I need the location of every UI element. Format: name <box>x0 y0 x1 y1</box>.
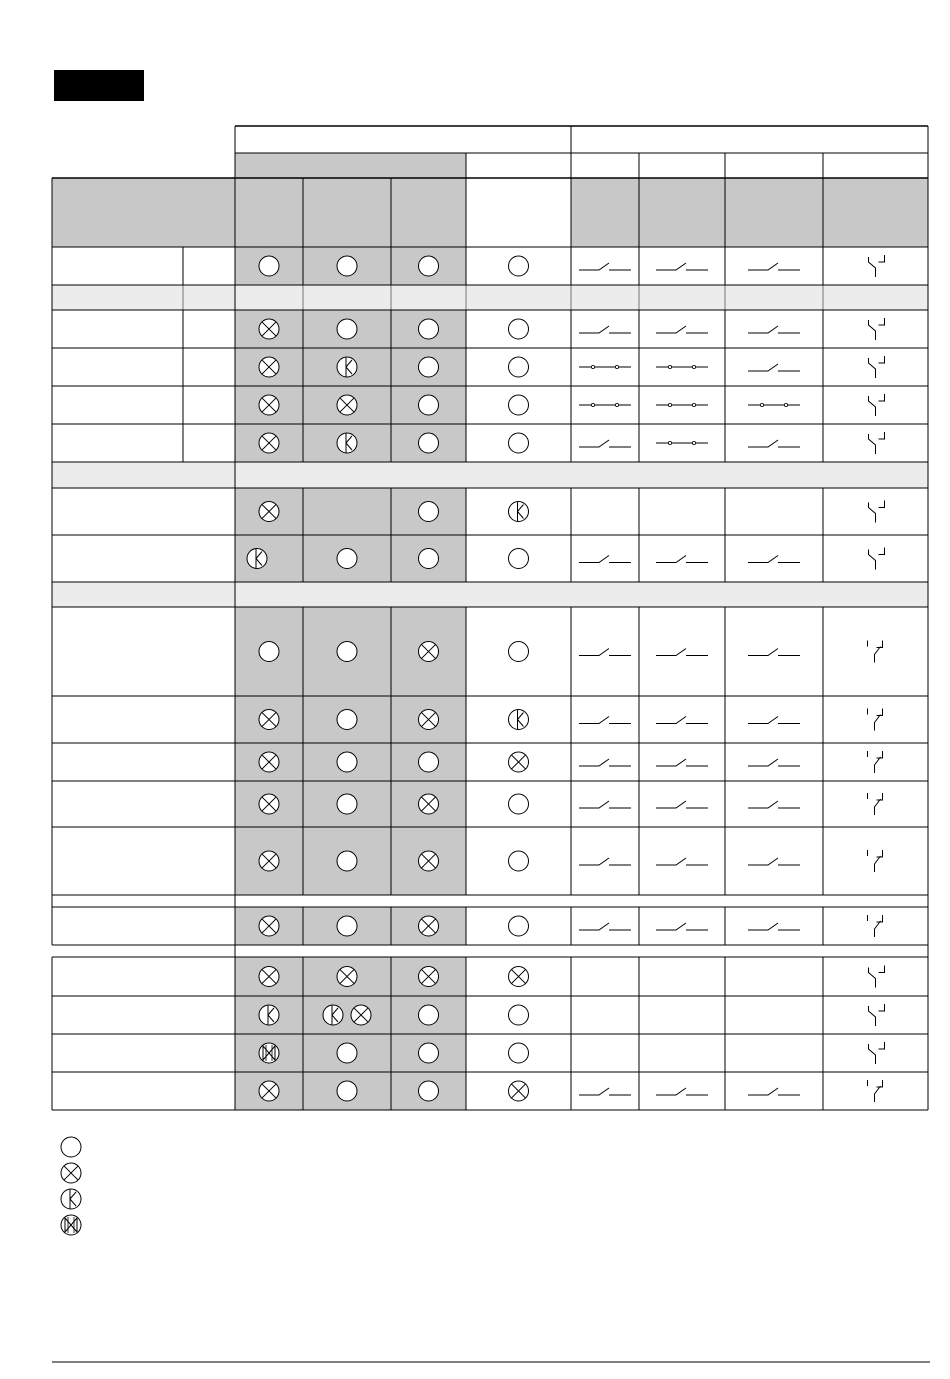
lamp-off-icon <box>337 319 357 339</box>
contact-closed-bold-icon <box>748 440 800 447</box>
lamp-off-icon <box>509 395 529 415</box>
lamp-off-icon <box>337 549 357 569</box>
contact-closed-bold-icon <box>656 1088 708 1095</box>
lamp-on-icon <box>419 710 439 730</box>
lamp-on-icon <box>259 1081 279 1101</box>
lamp-on-icon <box>419 794 439 814</box>
lamp-on-icon <box>259 851 279 871</box>
lamp-off-icon <box>509 433 529 453</box>
lamp-blinking-icon <box>259 1005 279 1025</box>
lamp-off-icon <box>337 1081 357 1101</box>
lamp-off-icon <box>337 256 357 276</box>
contact-closed-icon <box>656 441 708 444</box>
lamp-off-icon <box>337 1043 357 1063</box>
lamp-on-icon <box>259 319 279 339</box>
lamp-on-icon <box>509 752 529 772</box>
lamp-on-icon <box>259 752 279 772</box>
contact-closed-bold-icon <box>579 440 631 447</box>
contact-open-icon <box>579 326 631 333</box>
lamp-off-icon <box>509 256 529 276</box>
lamp-blinking-icon <box>247 549 267 569</box>
contact-open-icon <box>748 326 800 333</box>
lamp-blinking-icon <box>509 502 529 522</box>
contact-open-icon <box>656 556 708 563</box>
lamp-off-icon <box>419 395 439 415</box>
contact-closed-icon <box>579 365 631 368</box>
relay-off-icon <box>869 501 885 523</box>
lamp-on-icon <box>419 967 439 987</box>
header-shade-right <box>571 178 928 247</box>
lamp-blinking-icon <box>509 710 529 730</box>
lamp-off-icon <box>337 794 357 814</box>
contact-open-icon <box>656 326 708 333</box>
relay-energized-icon <box>868 1080 883 1102</box>
contact-open-icon <box>656 263 708 270</box>
lamp-on-icon <box>259 710 279 730</box>
lamp-off-icon <box>419 433 439 453</box>
lamp-off-icon <box>419 549 439 569</box>
band-row <box>52 285 928 310</box>
band-row <box>52 582 928 607</box>
lamp-off-icon <box>337 642 357 662</box>
lamp-on-icon <box>259 794 279 814</box>
contact-open-icon <box>579 649 631 656</box>
lamp-off-icon <box>509 319 529 339</box>
contact-open-icon <box>748 801 800 808</box>
contact-open-icon <box>656 923 708 930</box>
lamp-fast-flash-icon <box>61 1215 81 1235</box>
lamp-off-icon <box>419 256 439 276</box>
relay-off-icon <box>869 1042 885 1064</box>
relay-energized-icon <box>868 793 883 815</box>
legend <box>61 1137 81 1235</box>
lamp-off-icon <box>419 1043 439 1063</box>
section-tab <box>54 70 144 101</box>
lamp-blinking-icon <box>61 1189 81 1209</box>
lamp-on-icon <box>259 502 279 522</box>
contact-open-icon <box>579 801 631 808</box>
lamp-on-icon <box>61 1163 81 1183</box>
lamp-off-icon <box>509 916 529 936</box>
lamp-off-icon <box>259 256 279 276</box>
table-shading <box>52 70 928 1110</box>
header-group-shade <box>235 153 466 178</box>
contact-closed-icon <box>579 403 631 406</box>
lamp-on-icon <box>337 395 357 415</box>
relay-off-icon <box>869 318 885 340</box>
lamp-off-icon <box>337 752 357 772</box>
contact-open-icon <box>748 556 800 563</box>
relay-off-icon <box>869 966 885 988</box>
lamp-off-icon <box>419 502 439 522</box>
lamp-on-icon <box>337 967 357 987</box>
lamp-off-icon <box>419 1081 439 1101</box>
lamp-on-icon <box>259 395 279 415</box>
lamp-off-icon <box>509 851 529 871</box>
contact-open-icon <box>656 759 708 766</box>
lamp-off-icon <box>509 642 529 662</box>
lamp-off-icon <box>259 642 279 662</box>
lamp-on-icon <box>419 851 439 871</box>
contact-closed-icon <box>656 365 708 368</box>
lamp-off-icon <box>337 916 357 936</box>
lamp-on-icon <box>259 357 279 377</box>
lamp-on-icon <box>259 967 279 987</box>
lamp-off-icon <box>509 1005 529 1025</box>
contact-open-icon <box>748 759 800 766</box>
relay-off-icon <box>869 548 885 570</box>
relay-energized-icon <box>868 709 883 731</box>
lamp-off-icon <box>337 710 357 730</box>
contact-open-icon <box>748 263 800 270</box>
relay-energized-icon <box>868 751 883 773</box>
contact-open-icon <box>579 556 631 563</box>
lamp-on-icon <box>419 916 439 936</box>
relay-off-icon <box>869 1004 885 1026</box>
band-row <box>52 462 928 488</box>
contact-open-icon <box>748 858 800 865</box>
contact-open-icon <box>748 717 800 724</box>
lamp-off-icon <box>509 794 529 814</box>
relay-off-icon <box>869 356 885 378</box>
lamp-off-icon <box>419 1005 439 1025</box>
contact-open-icon <box>656 717 708 724</box>
table-grid <box>52 126 930 1362</box>
contact-open-icon <box>579 858 631 865</box>
lamp-off-icon <box>337 851 357 871</box>
lamp-off-icon <box>61 1137 81 1157</box>
lamp-on-icon <box>509 967 529 987</box>
lamp-on-icon <box>259 433 279 453</box>
lamp-fast-flash-icon <box>259 1043 279 1063</box>
contact-open-icon <box>748 364 800 371</box>
lamp-blinking-icon <box>337 433 357 453</box>
lamp-on-icon <box>419 642 439 662</box>
contact-open-icon <box>656 858 708 865</box>
lamp-off-icon <box>509 549 529 569</box>
relay-energized-icon <box>868 641 883 663</box>
lamp-off-icon <box>419 752 439 772</box>
relay-energized-icon <box>868 850 883 872</box>
contact-closed-icon <box>656 403 708 406</box>
lamp-on-icon <box>509 1081 529 1101</box>
contact-open-icon <box>579 759 631 766</box>
contact-closed-bold-icon <box>579 1088 631 1095</box>
contact-closed-icon <box>748 403 800 406</box>
relay-off-icon <box>869 394 885 416</box>
lamp-on-icon <box>259 916 279 936</box>
lamp-off-icon <box>419 357 439 377</box>
relay-off-icon <box>869 432 885 454</box>
header-shade-left <box>52 178 466 247</box>
contact-open-icon <box>656 649 708 656</box>
contact-open-icon <box>748 649 800 656</box>
lamp-off-icon <box>509 1043 529 1063</box>
lamp-off-icon <box>419 319 439 339</box>
lamp-blinking-icon <box>337 357 357 377</box>
lamp-off-icon <box>509 357 529 377</box>
relay-off-icon <box>869 255 885 277</box>
contact-closed-bold-icon <box>748 1088 800 1095</box>
contact-open-icon <box>748 923 800 930</box>
contact-open-icon <box>656 801 708 808</box>
relay-energized-icon <box>868 915 883 937</box>
contact-open-icon <box>579 923 631 930</box>
contact-open-icon <box>579 717 631 724</box>
contact-open-icon <box>579 263 631 270</box>
